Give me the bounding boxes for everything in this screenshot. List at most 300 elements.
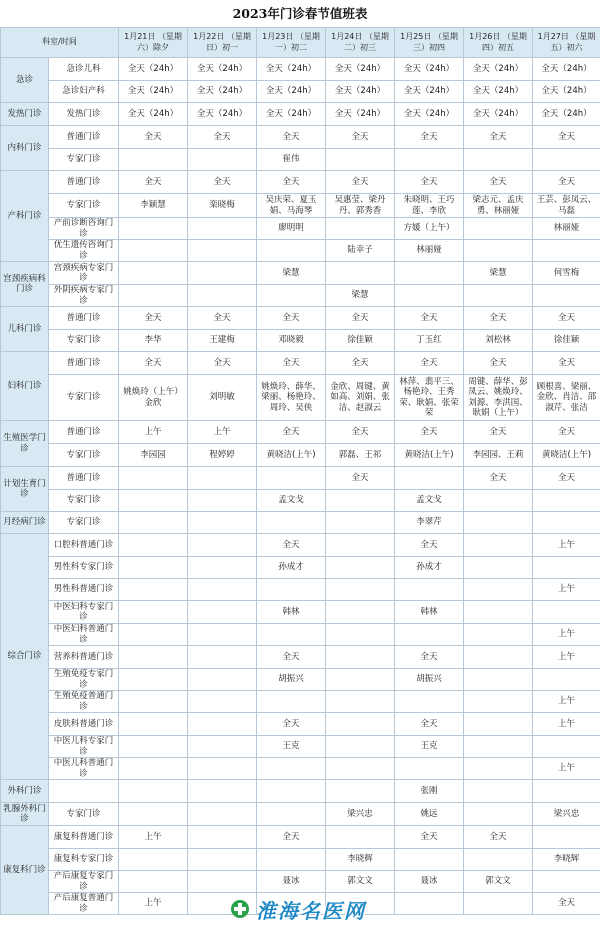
- duty-cell: 全天: [257, 126, 326, 149]
- duty-cell: 全天（24h）: [257, 81, 326, 103]
- duty-cell: [464, 780, 533, 803]
- duty-cell: 全天: [533, 467, 600, 490]
- duty-cell: 上午: [533, 758, 600, 780]
- duty-cell: 孙成才: [257, 557, 326, 579]
- duty-cell: [188, 512, 257, 534]
- duty-cell: 姚焕玲（上午） 金欣: [119, 375, 188, 421]
- duty-cell: 全天（24h）: [188, 58, 257, 81]
- duty-cell: [533, 736, 600, 758]
- duty-cell: [533, 871, 600, 893]
- duty-cell: [326, 490, 395, 512]
- duty-cell: 林萍、翡平三、杨艳玲、王秀荣、耿娟、张荣荣: [395, 375, 464, 421]
- dept-cell: 乳腺外科门诊: [1, 803, 49, 826]
- duty-cell: [395, 579, 464, 601]
- duty-cell: [188, 871, 257, 893]
- duty-cell: 上午: [533, 624, 600, 646]
- sub-clinic-cell: 专家门诊: [49, 490, 119, 512]
- duty-cell: 全天: [464, 421, 533, 444]
- duty-cell: 刘松林: [464, 330, 533, 352]
- duty-cell: [119, 579, 188, 601]
- duty-cell: [188, 624, 257, 646]
- duty-cell: 全天: [257, 826, 326, 849]
- duty-cell: [119, 691, 188, 713]
- dept-cell: 内科门诊: [1, 126, 49, 171]
- duty-cell: [326, 262, 395, 285]
- duty-cell: [464, 557, 533, 579]
- duty-cell: 丁玉红: [395, 330, 464, 352]
- duty-cell: [464, 758, 533, 780]
- duty-cell: 全天: [395, 352, 464, 375]
- duty-cell: [533, 240, 600, 262]
- duty-cell: [464, 534, 533, 557]
- dept-cell: 产科门诊: [1, 171, 49, 262]
- duty-cell: 黄晓洁(上午): [257, 444, 326, 467]
- duty-cell: 全天: [326, 307, 395, 330]
- sub-clinic-cell: 男性科专家门诊: [49, 557, 119, 579]
- duty-cell: [257, 758, 326, 780]
- duty-cell: 全天（24h）: [326, 81, 395, 103]
- duty-cell: [188, 490, 257, 512]
- table-row: [1, 624, 600, 646]
- duty-cell: 上午: [533, 713, 600, 736]
- duty-cell: [395, 262, 464, 285]
- sub-clinic-cell: 中医儿科专家门诊: [49, 736, 119, 758]
- table-row: [1, 218, 600, 240]
- duty-cell: [533, 557, 600, 579]
- duty-cell: 郭文文: [464, 871, 533, 893]
- duty-cell: 全天: [188, 352, 257, 375]
- duty-cell: 聂冰: [395, 871, 464, 893]
- duty-cell: [188, 262, 257, 285]
- sub-clinic-cell: 产后康复专家门诊: [49, 871, 119, 893]
- duty-cell: [326, 713, 395, 736]
- sub-clinic-cell: 中医妇科专家门诊: [49, 601, 119, 624]
- duty-cell: [326, 826, 395, 849]
- duty-cell: 全天（24h）: [395, 103, 464, 126]
- duty-cell: 上午: [533, 579, 600, 601]
- medical-cross-logo-icon: [230, 899, 250, 919]
- duty-cell: [326, 691, 395, 713]
- duty-cell: 全天: [395, 171, 464, 194]
- duty-cell: 全天: [326, 126, 395, 149]
- duty-cell: 全天: [464, 126, 533, 149]
- sub-clinic-cell: 优生遗传咨询门诊: [49, 240, 119, 262]
- duty-cell: [464, 512, 533, 534]
- sub-clinic-cell: 普通门诊: [49, 352, 119, 375]
- duty-cell: 全天: [395, 534, 464, 557]
- duty-cell: 全天: [257, 421, 326, 444]
- duty-cell: 全天: [533, 307, 600, 330]
- duty-cell: 刘明敏: [188, 375, 257, 421]
- duty-cell: 何雪梅: [533, 262, 600, 285]
- duty-cell: 全天: [326, 421, 395, 444]
- duty-cell: [188, 218, 257, 240]
- duty-cell: [188, 758, 257, 780]
- duty-cell: [326, 557, 395, 579]
- duty-cell: [326, 601, 395, 624]
- duty-cell: 胡振兴: [257, 669, 326, 691]
- duty-cell: 李颖慧: [119, 194, 188, 218]
- duty-cell: [395, 849, 464, 871]
- sub-clinic-cell: [49, 780, 119, 803]
- duty-cell: 全天: [533, 421, 600, 444]
- duty-cell: 王芸、彭凤云、马磊: [533, 194, 600, 218]
- duty-cell: 全天: [464, 826, 533, 849]
- duty-cell: [257, 849, 326, 871]
- duty-cell: 上午: [119, 893, 188, 915]
- table-row: [1, 262, 600, 285]
- table-row: [1, 103, 600, 126]
- watermark-text: 淮海名医网: [256, 898, 366, 923]
- duty-cell: [464, 149, 533, 171]
- duty-cell: [188, 285, 257, 307]
- duty-cell: 王克: [395, 736, 464, 758]
- duty-cell: 上午: [188, 421, 257, 444]
- duty-cell: 全天: [119, 307, 188, 330]
- duty-cell: [188, 240, 257, 262]
- duty-cell: 姚焕玲、薛华、梁丽、杨艳玲、周玲、吴侠: [257, 375, 326, 421]
- table-row: [1, 444, 600, 467]
- duty-cell: 上午: [533, 691, 600, 713]
- duty-cell: 全天（24h）: [464, 103, 533, 126]
- duty-cell: [464, 490, 533, 512]
- duty-cell: [533, 669, 600, 691]
- sub-clinic-cell: 外阴疾病专家门诊: [49, 285, 119, 307]
- table-row: [1, 557, 600, 579]
- duty-cell: 崔伟: [257, 149, 326, 171]
- duty-cell: 全天（24h）: [119, 58, 188, 81]
- duty-cell: [188, 534, 257, 557]
- duty-cell: [119, 512, 188, 534]
- sub-clinic-cell: 康复科普通门诊: [49, 826, 119, 849]
- duty-cell: [464, 691, 533, 713]
- duty-cell: 全天（24h）: [119, 103, 188, 126]
- duty-cell: 全天: [533, 893, 600, 915]
- duty-cell: 李园园: [119, 444, 188, 467]
- table-row: [1, 579, 600, 601]
- duty-cell: [464, 849, 533, 871]
- dept-cell: 综合门诊: [1, 534, 49, 780]
- duty-cell: [257, 579, 326, 601]
- duty-cell: 全天（24h）: [326, 58, 395, 81]
- duty-cell: 全天（24h）: [188, 81, 257, 103]
- duty-cell: 全天: [326, 171, 395, 194]
- duty-cell: 梁志元、孟庆勇、林丽娅: [464, 194, 533, 218]
- duty-cell: [188, 467, 257, 490]
- duty-cell: 廖明明: [257, 218, 326, 240]
- sub-clinic-cell: 中医妇科普通门诊: [49, 624, 119, 646]
- duty-cell: [464, 646, 533, 669]
- duty-cell: [119, 149, 188, 171]
- duty-cell: 王建梅: [188, 330, 257, 352]
- duty-cell: 全天: [395, 307, 464, 330]
- sub-clinic-cell: 男性科普通门诊: [49, 579, 119, 601]
- duty-cell: [119, 758, 188, 780]
- sub-clinic-cell: 专家门诊: [49, 803, 119, 826]
- header-day: 1月24日 （星期二）初三: [326, 28, 395, 58]
- duty-cell: [119, 285, 188, 307]
- duty-cell: [464, 601, 533, 624]
- dept-cell: 外科门诊: [1, 780, 49, 803]
- duty-cell: 郭文文: [326, 871, 395, 893]
- duty-cell: [119, 646, 188, 669]
- table-row: [1, 512, 600, 534]
- duty-cell: [119, 713, 188, 736]
- duty-cell: [395, 467, 464, 490]
- header-day: 1月23日 （星期一）初二: [257, 28, 326, 58]
- duty-cell: [188, 601, 257, 624]
- table-row: [1, 467, 600, 490]
- duty-cell: 全天: [395, 126, 464, 149]
- sub-clinic-cell: 专家门诊: [49, 330, 119, 352]
- duty-cell: [188, 557, 257, 579]
- header-day: 1月26日 （星期四）初五: [464, 28, 533, 58]
- duty-cell: [395, 624, 464, 646]
- duty-cell: [119, 669, 188, 691]
- duty-cell: 全天: [464, 352, 533, 375]
- sub-clinic-cell: 普通门诊: [49, 126, 119, 149]
- duty-cell: 全天: [395, 713, 464, 736]
- table-row: [1, 691, 600, 713]
- duty-cell: 全天: [188, 307, 257, 330]
- table-row: [1, 285, 600, 307]
- sub-clinic-cell: 普通门诊: [49, 467, 119, 490]
- duty-cell: [326, 669, 395, 691]
- duty-cell: 李翠芹: [395, 512, 464, 534]
- table-row: [1, 421, 600, 444]
- duty-cell: 郭磊、王祁: [326, 444, 395, 467]
- duty-cell: [188, 826, 257, 849]
- duty-cell: 朱晓明、王巧莲、李欣: [395, 194, 464, 218]
- table-row: [1, 352, 600, 375]
- duty-cell: 全天: [464, 171, 533, 194]
- duty-cell: 韩林: [395, 601, 464, 624]
- duty-cell: 栾晓梅: [188, 194, 257, 218]
- duty-cell: [119, 849, 188, 871]
- duty-cell: [464, 803, 533, 826]
- duty-cell: [188, 579, 257, 601]
- dept-cell: 月经病门诊: [1, 512, 49, 534]
- duty-cell: 全天: [257, 171, 326, 194]
- duty-cell: [119, 557, 188, 579]
- duty-cell: 全天: [533, 171, 600, 194]
- duty-cell: 程婷婷: [188, 444, 257, 467]
- sub-clinic-cell: 产后康复普通门诊: [49, 893, 119, 915]
- table-row: [1, 871, 600, 893]
- duty-cell: 全天: [464, 307, 533, 330]
- sub-clinic-cell: 产前诊断咨询门诊: [49, 218, 119, 240]
- dept-cell: 儿科门诊: [1, 307, 49, 352]
- duty-cell: [464, 736, 533, 758]
- duty-cell: 全天: [188, 126, 257, 149]
- sub-clinic-cell: 康复科专家门诊: [49, 849, 119, 871]
- duty-cell: [119, 262, 188, 285]
- duty-cell: 徐佳颖: [326, 330, 395, 352]
- duty-cell: 上午: [533, 534, 600, 557]
- duty-cell: [326, 758, 395, 780]
- duty-cell: 黄晓洁(上午): [395, 444, 464, 467]
- duty-cell: 全天（24h）: [395, 81, 464, 103]
- sub-clinic-cell: 普通门诊: [49, 307, 119, 330]
- header-row: [1, 28, 600, 58]
- duty-cell: 张刚: [395, 780, 464, 803]
- duty-cell: 全天: [395, 421, 464, 444]
- sub-clinic-cell: 专家门诊: [49, 194, 119, 218]
- duty-cell: [257, 285, 326, 307]
- sub-clinic-cell: 宫颈疾病专家门诊: [49, 262, 119, 285]
- duty-cell: 全天: [257, 534, 326, 557]
- sub-clinic-cell: 急诊妇产科: [49, 81, 119, 103]
- dept-cell: 妇科门诊: [1, 352, 49, 421]
- duty-cell: 孙成才: [395, 557, 464, 579]
- duty-cell: 梁慧: [257, 262, 326, 285]
- table-row: [1, 534, 600, 557]
- duty-cell: 全天: [533, 126, 600, 149]
- duty-cell: 全天（24h）: [533, 58, 600, 81]
- sub-clinic-cell: 中医儿科普通门诊: [49, 758, 119, 780]
- duty-cell: 全天: [533, 352, 600, 375]
- duty-cell: 李晓辉: [533, 849, 600, 871]
- duty-cell: 全天（24h）: [533, 103, 600, 126]
- duty-cell: [533, 490, 600, 512]
- table-row: [1, 194, 600, 218]
- duty-cell: [119, 218, 188, 240]
- sub-clinic-cell: 普通门诊: [49, 421, 119, 444]
- header-corner: 科室/时间: [1, 28, 119, 58]
- duty-cell: [257, 691, 326, 713]
- duty-cell: [326, 512, 395, 534]
- table-row: [1, 646, 600, 669]
- table-row: [1, 171, 600, 194]
- duty-cell: [119, 490, 188, 512]
- duty-cell: 全天（24h）: [464, 58, 533, 81]
- table-row: [1, 713, 600, 736]
- duty-cell: 金欣、周键、黄如高、刘娟、张洁、赵淑云: [326, 375, 395, 421]
- header-day: 1月21日 （星期六）除夕: [119, 28, 188, 58]
- duty-cell: 梁慧: [326, 285, 395, 307]
- duty-cell: 方媛（上午）: [395, 218, 464, 240]
- header-day: 1月22日 （星期日）初一: [188, 28, 257, 58]
- duty-cell: [533, 512, 600, 534]
- duty-cell: 全天（24h）: [257, 58, 326, 81]
- table-row: [1, 58, 600, 81]
- sub-clinic-cell: 普通门诊: [49, 171, 119, 194]
- duty-cell: [464, 893, 533, 915]
- header-day: 1月27日 （星期五）初六: [533, 28, 600, 58]
- duty-cell: [395, 691, 464, 713]
- duty-cell: 全天: [257, 713, 326, 736]
- duty-cell: [257, 512, 326, 534]
- table-row: [1, 149, 600, 171]
- duty-cell: 李园园、王莉: [464, 444, 533, 467]
- duty-schedule-table: [0, 27, 600, 915]
- duty-cell: 胡振兴: [395, 669, 464, 691]
- duty-cell: [257, 467, 326, 490]
- duty-cell: 全天: [257, 646, 326, 669]
- sub-clinic-cell: 专家门诊: [49, 444, 119, 467]
- duty-cell: 全天（24h）: [326, 103, 395, 126]
- duty-cell: 全天: [119, 352, 188, 375]
- dept-cell: 计划生育门诊: [1, 467, 49, 512]
- duty-cell: [326, 780, 395, 803]
- duty-cell: 全天: [395, 646, 464, 669]
- duty-cell: 陆幸子: [326, 240, 395, 262]
- duty-cell: [188, 736, 257, 758]
- duty-cell: 全天（24h）: [257, 103, 326, 126]
- duty-cell: [464, 285, 533, 307]
- table-row: [1, 803, 600, 826]
- duty-cell: 全天: [326, 352, 395, 375]
- duty-cell: [326, 646, 395, 669]
- duty-cell: 全天: [326, 467, 395, 490]
- duty-cell: 林丽娅: [395, 240, 464, 262]
- duty-cell: [119, 240, 188, 262]
- table-row: [1, 330, 600, 352]
- duty-cell: [464, 624, 533, 646]
- duty-cell: 徐佳颖: [533, 330, 600, 352]
- duty-cell: [257, 624, 326, 646]
- duty-cell: 王克: [257, 736, 326, 758]
- duty-cell: [188, 803, 257, 826]
- duty-cell: [188, 713, 257, 736]
- table-row: [1, 126, 600, 149]
- duty-cell: [533, 285, 600, 307]
- duty-cell: 全天: [257, 352, 326, 375]
- table-row: [1, 826, 600, 849]
- duty-cell: [257, 780, 326, 803]
- duty-cell: [326, 579, 395, 601]
- dept-cell: 生殖医学门诊: [1, 421, 49, 467]
- duty-cell: [119, 871, 188, 893]
- duty-cell: 梁慧: [464, 262, 533, 285]
- sub-clinic-cell: 专家门诊: [49, 375, 119, 421]
- duty-cell: [464, 713, 533, 736]
- duty-cell: 全天（24h）: [119, 81, 188, 103]
- dept-cell: 宫颈疾病科门诊: [1, 262, 49, 307]
- page-title: 2023年门诊春节值班表: [232, 6, 368, 21]
- duty-cell: [533, 780, 600, 803]
- duty-cell: [464, 579, 533, 601]
- dept-cell: 发热门诊: [1, 103, 49, 126]
- duty-cell: 林丽娅: [533, 218, 600, 240]
- duty-cell: [188, 669, 257, 691]
- duty-cell: [188, 780, 257, 803]
- sub-clinic-cell: 专家门诊: [49, 512, 119, 534]
- duty-cell: [326, 534, 395, 557]
- duty-cell: [533, 826, 600, 849]
- duty-cell: 全天: [119, 171, 188, 194]
- duty-cell: [188, 646, 257, 669]
- duty-cell: 顾根喜、梁丽、金欣、肖洁、邵淑芹、张洁: [533, 375, 600, 421]
- duty-cell: [119, 803, 188, 826]
- duty-cell: [119, 534, 188, 557]
- table-row: [1, 758, 600, 780]
- duty-cell: 梁兴忠: [326, 803, 395, 826]
- duty-cell: 韩林: [257, 601, 326, 624]
- duty-cell: [464, 240, 533, 262]
- sub-clinic-cell: 发热门诊: [49, 103, 119, 126]
- duty-cell: 邓晓毅: [257, 330, 326, 352]
- table-row: [1, 669, 600, 691]
- duty-cell: 全天: [188, 171, 257, 194]
- duty-cell: 梁兴忠: [533, 803, 600, 826]
- duty-cell: [395, 285, 464, 307]
- sub-clinic-cell: 生殖免疫普通门诊: [49, 691, 119, 713]
- duty-cell: 全天（24h）: [395, 58, 464, 81]
- duty-cell: [257, 240, 326, 262]
- duty-cell: [119, 736, 188, 758]
- duty-cell: [119, 467, 188, 490]
